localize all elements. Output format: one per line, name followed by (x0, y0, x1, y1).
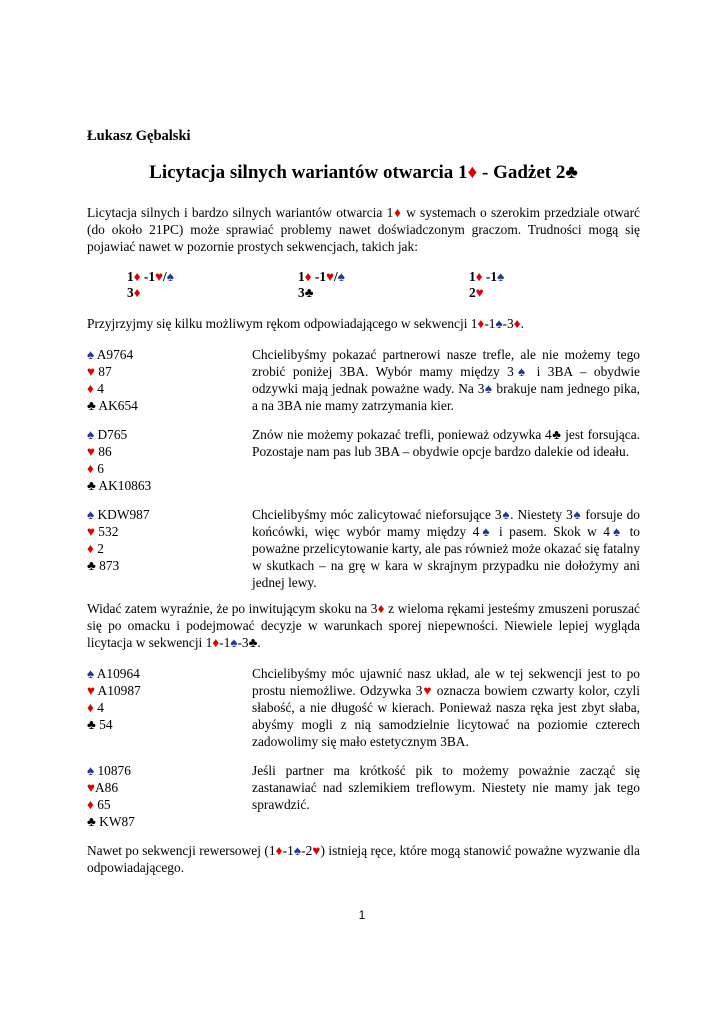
spade-icon: ♠ (230, 635, 238, 650)
bid-text: / (163, 269, 167, 284)
hand-cards: 873 (95, 558, 120, 573)
diamond-icon: ♦ (87, 797, 94, 812)
hand-hearts (87, 443, 252, 460)
diamond-icon: ♦ (477, 316, 485, 331)
spade-icon: ♠ (87, 347, 95, 362)
hand-diamonds (87, 540, 252, 557)
hand-hearts (87, 682, 252, 699)
hand-cards: A9764 (94, 347, 134, 362)
document-page (87, 128, 640, 876)
hand-description (252, 665, 640, 750)
spade-icon: ♠ (293, 843, 302, 858)
club-icon: ♣ (551, 427, 562, 442)
diamond-icon: ♦ (475, 269, 483, 284)
heart-icon: ♥ (326, 269, 335, 284)
hand-spades (87, 346, 252, 363)
sequence-line (469, 285, 640, 301)
text-run: Przyjrzyjmy się kilku możliwym rękom odpowiadającego w sekwencji 1 (87, 316, 478, 331)
hand-row (87, 506, 640, 591)
text-run: -3 (237, 635, 249, 650)
club-icon: ♣ (87, 478, 96, 493)
club-icon: ♣ (304, 285, 314, 300)
diamond-icon: ♦ (467, 162, 478, 183)
heart-icon: ♥ (87, 780, 95, 795)
text-run: -1 (484, 316, 496, 331)
spade-icon: ♠ (572, 507, 582, 522)
heart-icon: ♥ (87, 524, 95, 539)
spade-icon: ♠ (87, 763, 95, 778)
text-run: -3 (502, 316, 514, 331)
sequence-line (127, 269, 298, 285)
hand-clubs (87, 813, 252, 830)
bid-text: 1 (469, 269, 476, 284)
text-run: to poważne przelicytowanie karty, ale pas również może okazać się fatalny w skutkach – na grę w kara w skrajnym przypadku nie dołożymy ani jednej lewy. (252, 524, 641, 590)
hand-cards: A86 (94, 780, 119, 795)
text-run: i pasem. Skok w 4 (492, 524, 610, 539)
bid-text: -1 (482, 269, 498, 284)
bid-text: 1 (127, 269, 134, 284)
page-number: 1 (358, 908, 366, 922)
club-icon: ♣ (87, 814, 96, 829)
club-icon: ♣ (248, 635, 258, 650)
hand-diamonds (87, 460, 252, 477)
hand-row (87, 346, 640, 414)
title-text: Licytacja silnych wariantów otwarcia 1♦ - Gadżet 2♣ (149, 162, 578, 183)
hand-cards: 86 (94, 444, 112, 459)
hand-diagram (87, 426, 252, 494)
text-run: z wieloma rękami jesteśmy zmuszeni poruszać się po omacku i podejmować decyzje w warunkach sporej niepewności. Niewiele lepiej wygląda licytacja w sekwencji 1 (87, 601, 640, 650)
diamond-icon: ♦ (133, 269, 141, 284)
diamond-icon: ♦ (133, 285, 141, 300)
text-run: forsuje do końcówki, więc wybór mamy między 4 (252, 507, 640, 539)
hand-cards: KW87 (95, 814, 135, 829)
heart-icon: ♥ (312, 843, 321, 858)
bid-text: / (334, 269, 338, 284)
article-title (87, 161, 640, 185)
hand-description (252, 506, 640, 591)
heart-icon: ♥ (422, 683, 433, 698)
text-run: -2 (301, 843, 313, 858)
hand-cards: 2 (93, 541, 104, 556)
spade-icon: ♠ (166, 269, 174, 284)
sequence-1 (127, 269, 298, 301)
paragraph-3 (87, 600, 640, 651)
bid-text: 2 (469, 285, 476, 300)
diamond-icon: ♦ (275, 843, 283, 858)
hand-clubs (87, 557, 252, 574)
hand-spades (87, 665, 252, 682)
diamond-icon: ♦ (87, 541, 94, 556)
paragraph-4 (87, 842, 640, 876)
text-run: oznacza bowiem czwarty kolor, czyli słabość, a nie długość w kierach. Ponieważ nasza ręka jest zbyt słaba, abyśmy mogli z nią samodzielnie licytować na poziomie czterech zadowolimy się mało estetycznym 3BA. (252, 683, 641, 749)
text-run: i 3BA – obydwie odzywki mają jednak poważne wady. Na 3 (252, 364, 640, 396)
bidding-sequences (127, 269, 640, 301)
club-icon: ♣ (565, 162, 578, 183)
heart-icon: ♥ (155, 269, 164, 284)
diamond-icon: ♦ (377, 601, 385, 616)
club-icon: ♣ (87, 398, 96, 413)
spade-icon: ♠ (337, 269, 345, 284)
diamond-icon: ♦ (304, 269, 312, 284)
diamond-icon: ♦ (393, 205, 402, 220)
hand-cards: 65 (93, 797, 111, 812)
text-run: Jeśli partner ma krótkość pik to możemy poważnie zacząć się zastanawiać nad szlemikiem treflowym. Niestety nie mamy jak tego sprawdzić. (252, 763, 640, 812)
bid-text: 3 (127, 285, 134, 300)
bid-text: 3 (298, 285, 305, 300)
text-run: Chcielibyśmy móc ujawnić nasz układ, ale w tej sekwencji jest to po prostu niemożliwe. Odzywka 3 (252, 666, 640, 698)
text-run: ) istnieją ręce, które mogą stanowić poważne wyzwanie dla odpowiadającego. (87, 843, 640, 875)
paragraph-2 (87, 315, 640, 332)
hand-diamonds (87, 380, 252, 397)
hand-hearts (87, 779, 252, 796)
hand-cards: 4 (93, 381, 104, 396)
hand-row (87, 426, 640, 494)
hand-clubs (87, 477, 252, 494)
hands-section-2 (87, 665, 640, 830)
hand-row (87, 665, 640, 750)
text-run: Znów nie możemy pokazać trefli, ponieważ odzywka 4 (252, 427, 552, 442)
sequence-line (469, 269, 640, 285)
spade-icon: ♠ (87, 666, 95, 681)
hand-cards: D765 (94, 427, 128, 442)
hand-cards: 6 (93, 461, 104, 476)
hand-diamonds (87, 699, 252, 716)
text-run: . Niestety 3 (510, 507, 573, 522)
hand-description (252, 426, 640, 494)
hand-cards: AK654 (95, 398, 138, 413)
club-icon: ♣ (87, 717, 96, 732)
bid-text: -1 (140, 269, 156, 284)
text-run: brakuje nam jednego pika, a na 3BA nie mamy zatrzymania kier. (252, 381, 640, 413)
heart-icon: ♥ (87, 364, 95, 379)
hand-cards: 87 (94, 364, 112, 379)
hand-cards: 532 (94, 524, 119, 539)
diamond-icon: ♦ (87, 461, 94, 476)
sequence-line (298, 269, 469, 285)
hand-diagram (87, 346, 252, 414)
spade-icon: ♠ (513, 364, 530, 379)
diamond-icon: ♦ (212, 635, 220, 650)
spade-icon: ♠ (497, 269, 505, 284)
hand-diagram (87, 506, 252, 591)
club-icon: ♣ (87, 558, 96, 573)
hand-cards: 10876 (94, 763, 131, 778)
hand-diagram (87, 762, 252, 830)
hand-spades (87, 762, 252, 779)
spade-icon: ♠ (484, 381, 493, 396)
diamond-icon: ♦ (87, 700, 94, 715)
hand-spades (87, 506, 252, 523)
text-run: jest forsująca. Pozostaje nam pas lub 3BA – obydwie opcje bardzo dalekie od ideału. (252, 427, 640, 459)
hands-section-1 (87, 346, 640, 591)
text-run: Widać zatem wyraźnie, że po inwitującym skoku na 3 (87, 601, 378, 616)
spade-icon: ♠ (501, 507, 511, 522)
hand-cards: KDW987 (94, 507, 150, 522)
hand-row (87, 762, 640, 830)
sequence-3 (469, 269, 640, 301)
spade-icon: ♠ (87, 507, 95, 522)
hand-cards: 54 (95, 717, 113, 732)
hand-cards: A10964 (94, 666, 140, 681)
hand-description (252, 762, 640, 830)
diamond-icon: ♦ (87, 381, 94, 396)
hand-hearts (87, 363, 252, 380)
hand-cards: 4 (93, 700, 104, 715)
hand-clubs (87, 716, 252, 733)
text-run: -1 (219, 635, 231, 650)
text-run: Chcielibyśmy pokazać partnerowi nasze trefle, ale nie możemy tego zrobić poniżej 3BA. Wybór mamy między 3 (252, 347, 640, 379)
spade-icon: ♠ (479, 524, 493, 539)
hand-hearts (87, 523, 252, 540)
bid-text: 1 (298, 269, 305, 284)
text-run: . (257, 635, 261, 650)
heart-icon: ♥ (87, 683, 95, 698)
heart-icon: ♥ (475, 285, 484, 300)
text-run: . (520, 316, 524, 331)
hand-diamonds (87, 796, 252, 813)
text-run: -1 (282, 843, 294, 858)
text-run: Chcielibyśmy móc zalicytować nieforsujące 3 (252, 507, 502, 522)
sequence-line (127, 285, 298, 301)
sequence-line (298, 285, 469, 301)
diamond-icon: ♦ (513, 316, 521, 331)
hand-diagram (87, 665, 252, 750)
text-run: Nawet po sekwencji rewersowej (1 (87, 843, 276, 858)
hand-cards: AK10863 (95, 478, 152, 493)
author-name: Łukasz Gębalski (87, 128, 191, 144)
hand-cards: A10987 (94, 683, 141, 698)
sequence-2 (298, 269, 469, 301)
spade-icon: ♠ (609, 524, 624, 539)
hand-clubs (87, 397, 252, 414)
spade-icon: ♠ (495, 316, 503, 331)
intro-paragraph: Licytacja silnych i bardzo silnych wariantów otwarcia 1♦ w systemach o szerokim przedziale otwarć (do około 21PC) może sprawiać problemy nawet doświadczonym graczom. Trudności mogą się pojawiać nawet w pozornie prostych sekwencjach, takich jak: (87, 205, 640, 254)
heart-icon: ♥ (87, 444, 95, 459)
spade-icon: ♠ (87, 427, 95, 442)
hand-spades (87, 426, 252, 443)
hand-description (252, 346, 640, 414)
bid-text: -1 (311, 269, 327, 284)
